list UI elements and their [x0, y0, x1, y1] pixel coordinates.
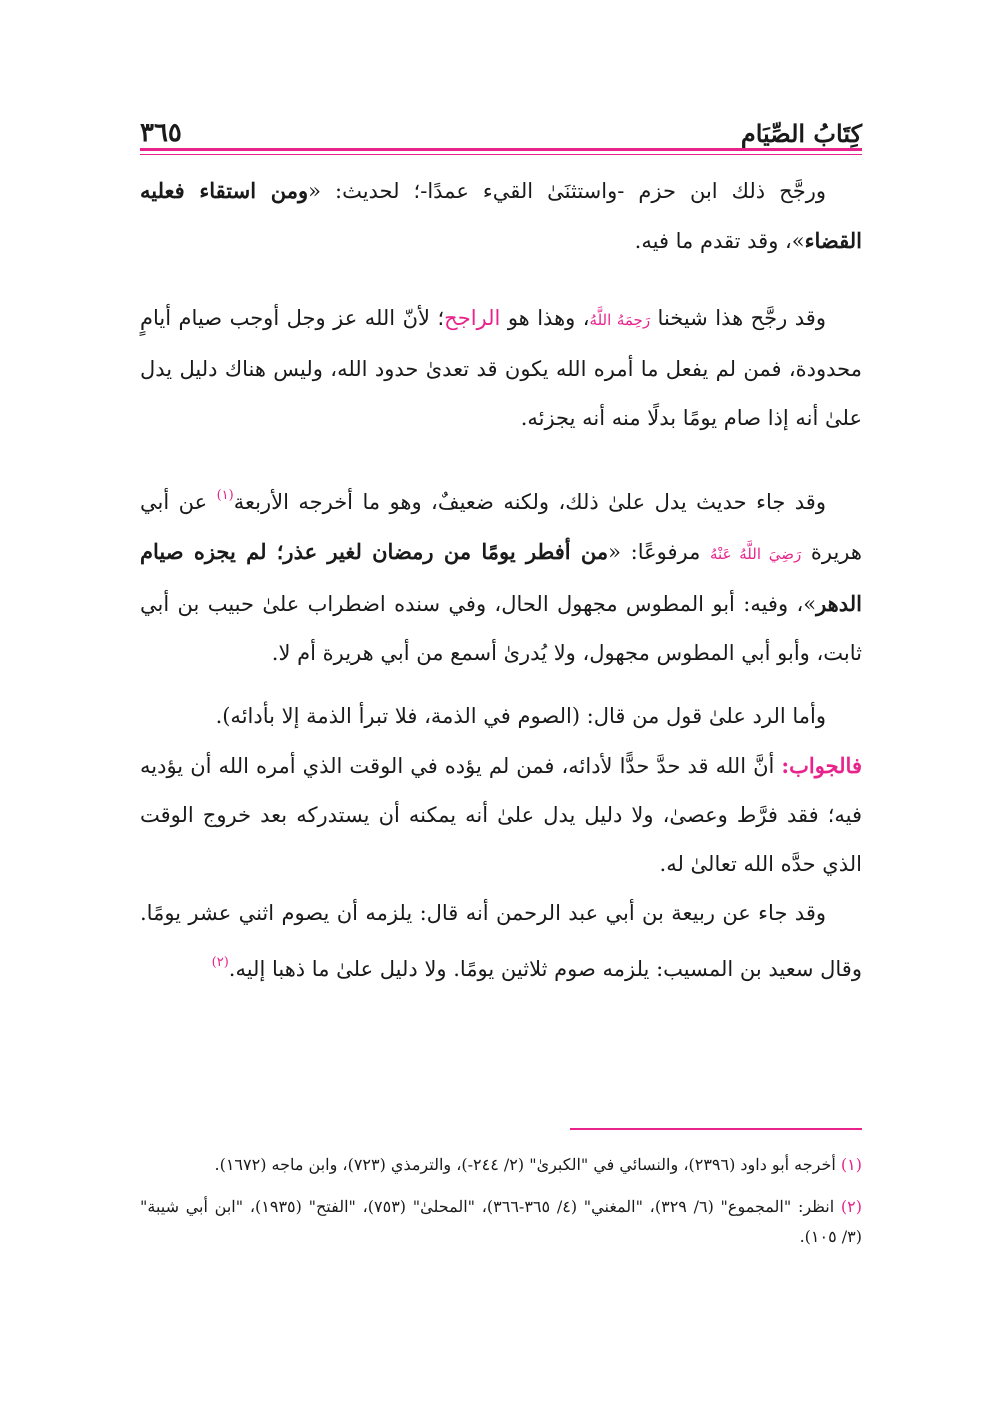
footnote-ref-1[interactable]: (١) [216, 488, 234, 503]
honorific: رَضِيَ اللَّهُ عَنْهُ [710, 545, 802, 563]
text-span: »، وفيه: أبو المطوس مجهول الحال، وفي سنده اضطراب علىٰ حبيب بن أبي ثابت، وأبو أبي المطوس مجهول، ولا يُدرىٰ أسمع من أبي هريرة أم لا. [140, 592, 862, 665]
text-span: ورجَّح ذلك ابن حزم -واستثنَىٰ القيء عمدًا-؛ لحديث: « [308, 179, 826, 203]
footnote-ref-2[interactable]: (٢) [211, 955, 229, 970]
footnote-text: انظر: "المجموع" (٦/ ٣٢٩)، "المغني" (٤/ ٣٦٥-٣٦٦)، "المحلىٰ" (٧٥٣)، "الفتح" (١٩٣٥)، "ابن أبي شيبة" (٣/ ١٠٥). [140, 1197, 862, 1246]
header-rule-thin [140, 154, 862, 155]
hadith-quote: ومن استقاء فعليه القضاء [140, 178, 862, 253]
highlight-rajih: الراجح [444, 306, 501, 330]
main-text [140, 166, 862, 994]
text-span: وقد رجَّح هذا شيخنا [650, 306, 826, 330]
honorific: رَحِمَهُ اللَّهُ [589, 311, 651, 329]
footnote-2 [140, 1192, 862, 1252]
footnotes [140, 1150, 862, 1264]
hadith-quote: من أفطر يومًا من رمضان لغير عذر؛ لم يجزه صيام الدهر [140, 539, 862, 616]
text-span: »، وقد تقدم ما فيه. [634, 229, 805, 253]
footnote-separator [570, 1128, 862, 1130]
paragraph-3 [140, 471, 862, 678]
paragraph-6 [140, 889, 862, 994]
page-header [140, 108, 862, 148]
header-rule-thick [140, 148, 862, 151]
text-span: أنَّ الله قد حدَّ حدًّا لأدائه، فمن لم يؤده في الوقت الذي أمره الله أن يؤديه فيه؛ فقد فرَّط وعصىٰ، ولا دليل يدل علىٰ أنه يمكنه أن يستدركه بعد خروج الوقت الذي حدَّه الله تعالىٰ له. [140, 754, 862, 876]
text-span: عن أبي هريرة [140, 490, 862, 564]
footnote-number: (١) [840, 1155, 862, 1174]
footnote-number: (٢) [840, 1197, 863, 1216]
answer-label: فالجواب: [781, 753, 862, 778]
text-span: وقد جاء حديث يدل علىٰ ذلك، ولكنه ضعيفٌ، وهو ما أخرجه الأربعة [233, 490, 826, 514]
text-span: مرفوعًا: « [608, 540, 711, 564]
paragraph-2 [140, 294, 862, 443]
footnote-1 [140, 1150, 862, 1180]
text-span: ، وهذا هو [500, 306, 590, 330]
paragraph-4: وأما الرد علىٰ قول من قال: (الصوم في الذمة، فلا تبرأ الذمة إلا بأدائه). [215, 704, 826, 728]
paragraph-1 [140, 166, 862, 266]
text-span: وقد جاء عن ربيعة بن أبي عبد الرحمن أنه قال: يلزمه أن يصوم اثني عشر يومًا. وقال سعيد بن المسيب: يلزمه صوم ثلاثين يومًا. ولا دليل علىٰ ما ذهبا إليه. [140, 901, 862, 981]
page-number: ٣٦٥ [140, 118, 182, 148]
footnote-text: أخرجه أبو داود (٢٣٩٦)، والنسائي في "الكبرىٰ" (٢/ ٢٤٤-)، والترمذي (٧٢٣)، وابن ماجه (١٦٧٢). [214, 1155, 841, 1174]
book-title: كِتَابُ الصِّيَام [740, 119, 862, 148]
paragraph-5 [140, 741, 862, 889]
text-span: ؛ لأنّ الله عز وجل أوجب صيام أيامٍ محدودة، فمن لم يفعل ما أمره الله يكون قد تعدىٰ حدود الله، وليس هناك دليل يدل علىٰ أنه إذا صام يومًا بدلًا منه أنه يجزئه. [140, 306, 862, 430]
